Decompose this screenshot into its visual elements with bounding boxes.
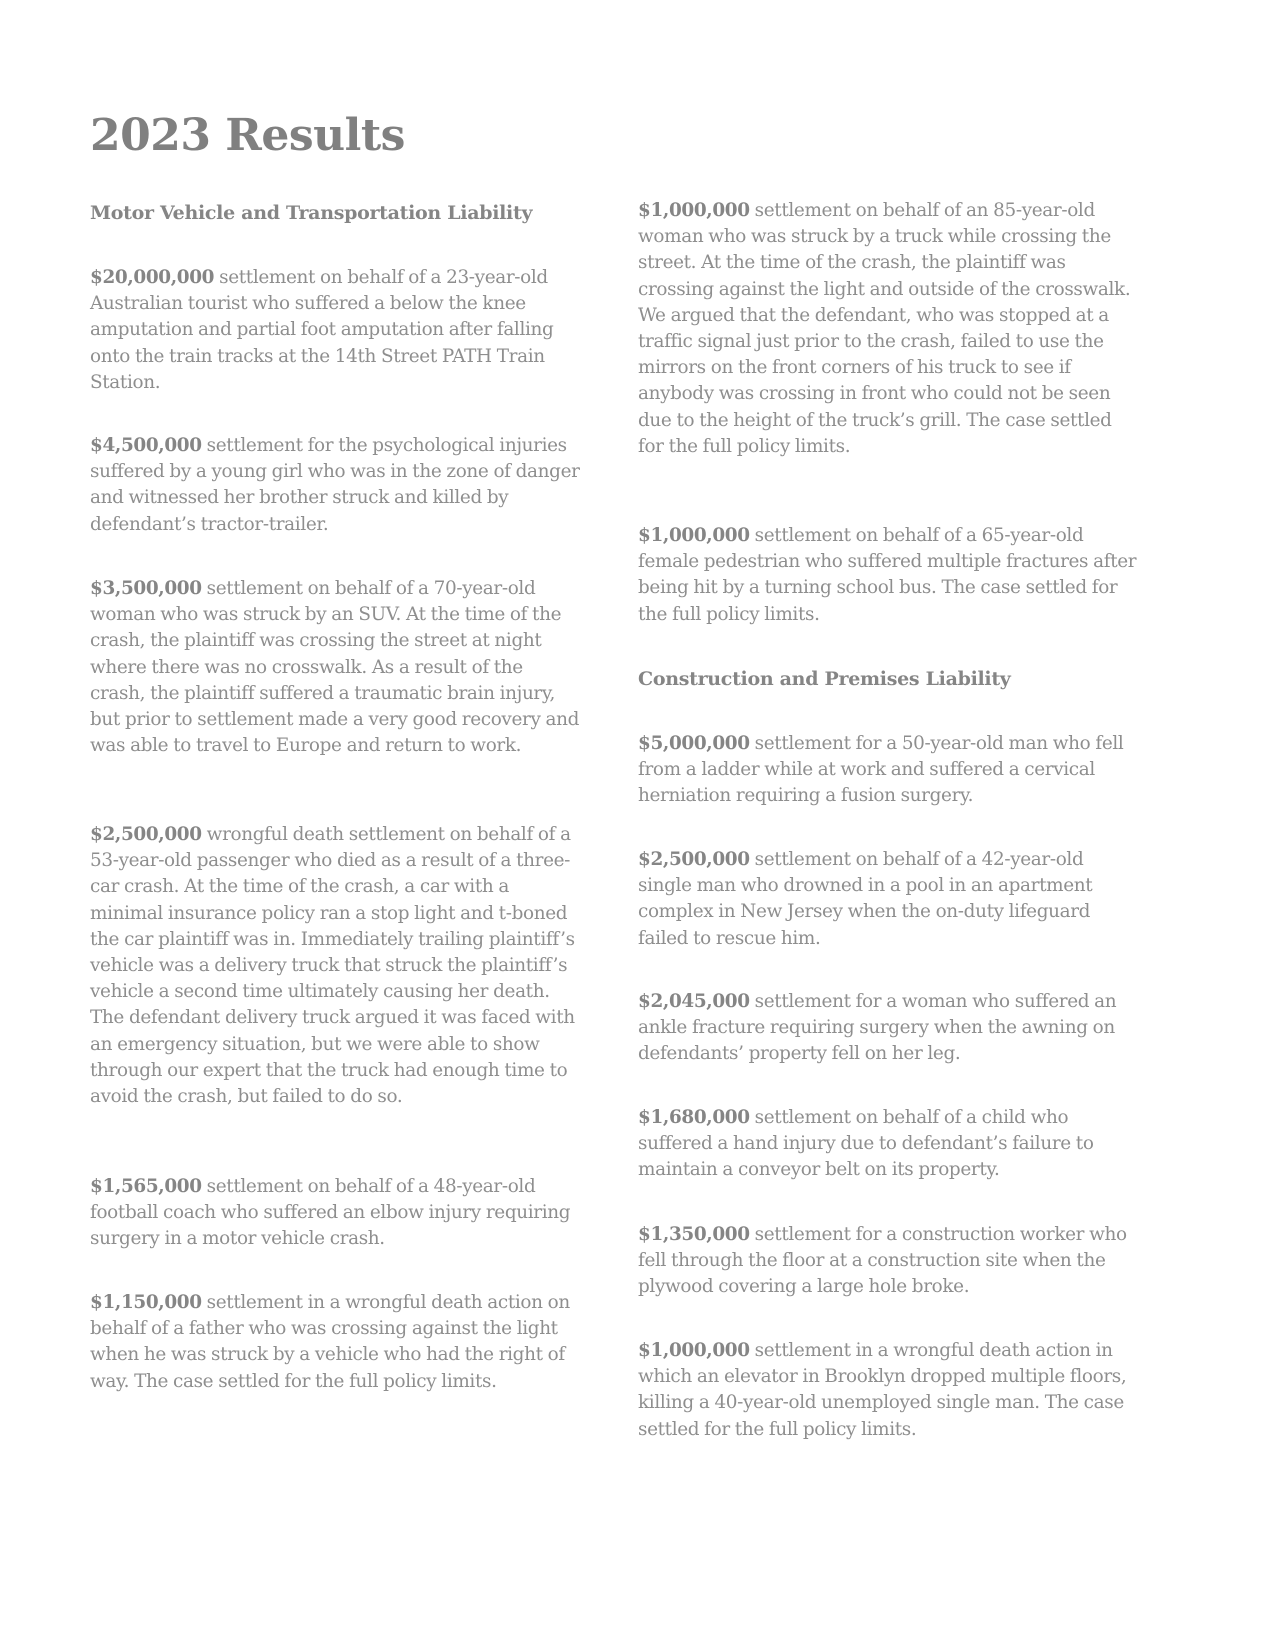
result-entry	[90, 822, 582, 1110]
result-entry	[638, 1222, 1138, 1301]
settlement-description: settlement on behalf of a 48-year-old football coach who suffered an elbow injury requiring surgery in a motor vehicle crash.	[90, 1176, 571, 1250]
settlement-amount: $1,000,000	[638, 525, 750, 546]
settlement-description: settlement on behalf of a 70-year-old woman who was struck by an SUV. At the time of the crash, the plaintiff was crossing the street at night where there was no crosswalk. As a result of the crash, the plaintiff suffered a traumatic brain injury, but prior to settlement made a very good recovery and was able to travel to Europe and return to work.	[90, 578, 580, 757]
section-heading-construction: Construction and Premises Liability	[638, 668, 1011, 690]
settlement-amount: $2,500,000	[90, 824, 202, 845]
settlement-description: settlement on behalf of a 23-year-old Australian tourist who suffered a below the knee amputation and partial foot amputation after falling onto the train tracks at the 14th Street PATH Train Station.	[90, 267, 554, 393]
result-entry	[638, 1338, 1138, 1443]
settlement-description: settlement for a construction worker who fell through the floor at a construction site when the plywood covering a large hole broke.	[638, 1224, 1127, 1298]
settlement-description: settlement for a 50-year-old man who fell from a ladder while at work and suffered a cervical herniation requiring a fusion surgery.	[638, 733, 1124, 807]
settlement-amount: $4,500,000	[90, 435, 202, 456]
settlement-amount: $20,000,000	[90, 267, 215, 288]
settlement-description: settlement on behalf of a 42-year-old single man who drowned in a pool in an apartment complex in New Jersey when the on-duty lifeguard failed to rescue him.	[638, 849, 1093, 949]
settlement-amount: $2,045,000	[638, 991, 750, 1012]
settlement-amount: $1,150,000	[90, 1292, 202, 1313]
result-entry	[638, 847, 1138, 952]
result-entry	[90, 1174, 582, 1253]
settlement-description: settlement on behalf of a child who suffered a hand injury due to defendant’s failure to maintain a conveyor belt on its property.	[638, 1107, 1094, 1181]
settlement-amount: $1,350,000	[638, 1224, 750, 1245]
settlement-amount: $1,000,000	[638, 200, 750, 221]
settlement-description: settlement for a woman who suffered an ankle fracture requiring surgery when the awning on defendants’ property fell on her leg.	[638, 991, 1117, 1065]
settlement-amount: $1,680,000	[638, 1107, 750, 1128]
settlement-description: settlement in a wrongful death action in which an elevator in Brooklyn dropped multiple floors, killing a 40-year-old unemployed single man. The case settled for the full policy limits.	[638, 1340, 1127, 1440]
settlement-amount: $1,565,000	[90, 1176, 202, 1197]
page-title: 2023 Results	[90, 110, 405, 161]
settlement-amount: $5,000,000	[638, 733, 750, 754]
result-entry	[638, 1105, 1138, 1184]
settlement-amount: $2,500,000	[638, 849, 750, 870]
result-entry	[90, 433, 582, 538]
result-entry	[638, 523, 1138, 628]
result-entry	[638, 731, 1138, 810]
settlement-description: wrongful death settlement on behalf of a 53-year-old passenger who died as a result of a three-car crash. At the time of the crash, a car with a minimal insurance policy ran a stop light and t-boned the car plaintiff was in. Immediately trailing plaintiff’s vehicle was a delivery truck that struck the plaintiff’s vehicle a second time ultimately causing her death. The defendant delivery truck argued it was faced with an emergency situation, but we were able to show through our expert that the truck had enough time to avoid the crash, but failed to do so.	[90, 824, 575, 1108]
settlement-description: settlement on behalf of a 65-year-old female pedestrian who suffered multiple fractures after being hit by a turning school bus. The case settled for the full policy limits.	[638, 525, 1137, 625]
result-entry	[90, 1290, 582, 1395]
section-heading-motor-vehicle: Motor Vehicle and Transportation Liability	[90, 202, 533, 224]
result-entry	[90, 265, 582, 396]
settlement-amount: $1,000,000	[638, 1340, 750, 1361]
settlement-description: settlement for the psychological injuries suffered by a young girl who was in the zone of danger and witnessed her brother struck and killed by defendant’s tractor-trailer.	[90, 435, 580, 535]
result-entry	[90, 576, 582, 759]
result-entry	[638, 198, 1138, 460]
settlement-description: settlement in a wrongful death action on behalf of a father who was crossing against the light when he was struck by a vehicle who had the right of way. The case settled for the full policy limits.	[90, 1292, 570, 1392]
settlement-description: settlement on behalf of an 85-year-old woman who was struck by a truck while crossing the street. At the time of the crash, the plaintiff was crossing against the light and outside of the crosswalk. We argued that the defendant, who was stopped at a traffic signal just prior to the crash, failed to use the mirrors on the front corners of his truck to see if anybody was crossing in front who could not be seen due to the height of the truck’s grill. The case settled for the full policy limits.	[638, 200, 1131, 457]
result-entry	[638, 989, 1138, 1068]
settlement-amount: $3,500,000	[90, 578, 202, 599]
